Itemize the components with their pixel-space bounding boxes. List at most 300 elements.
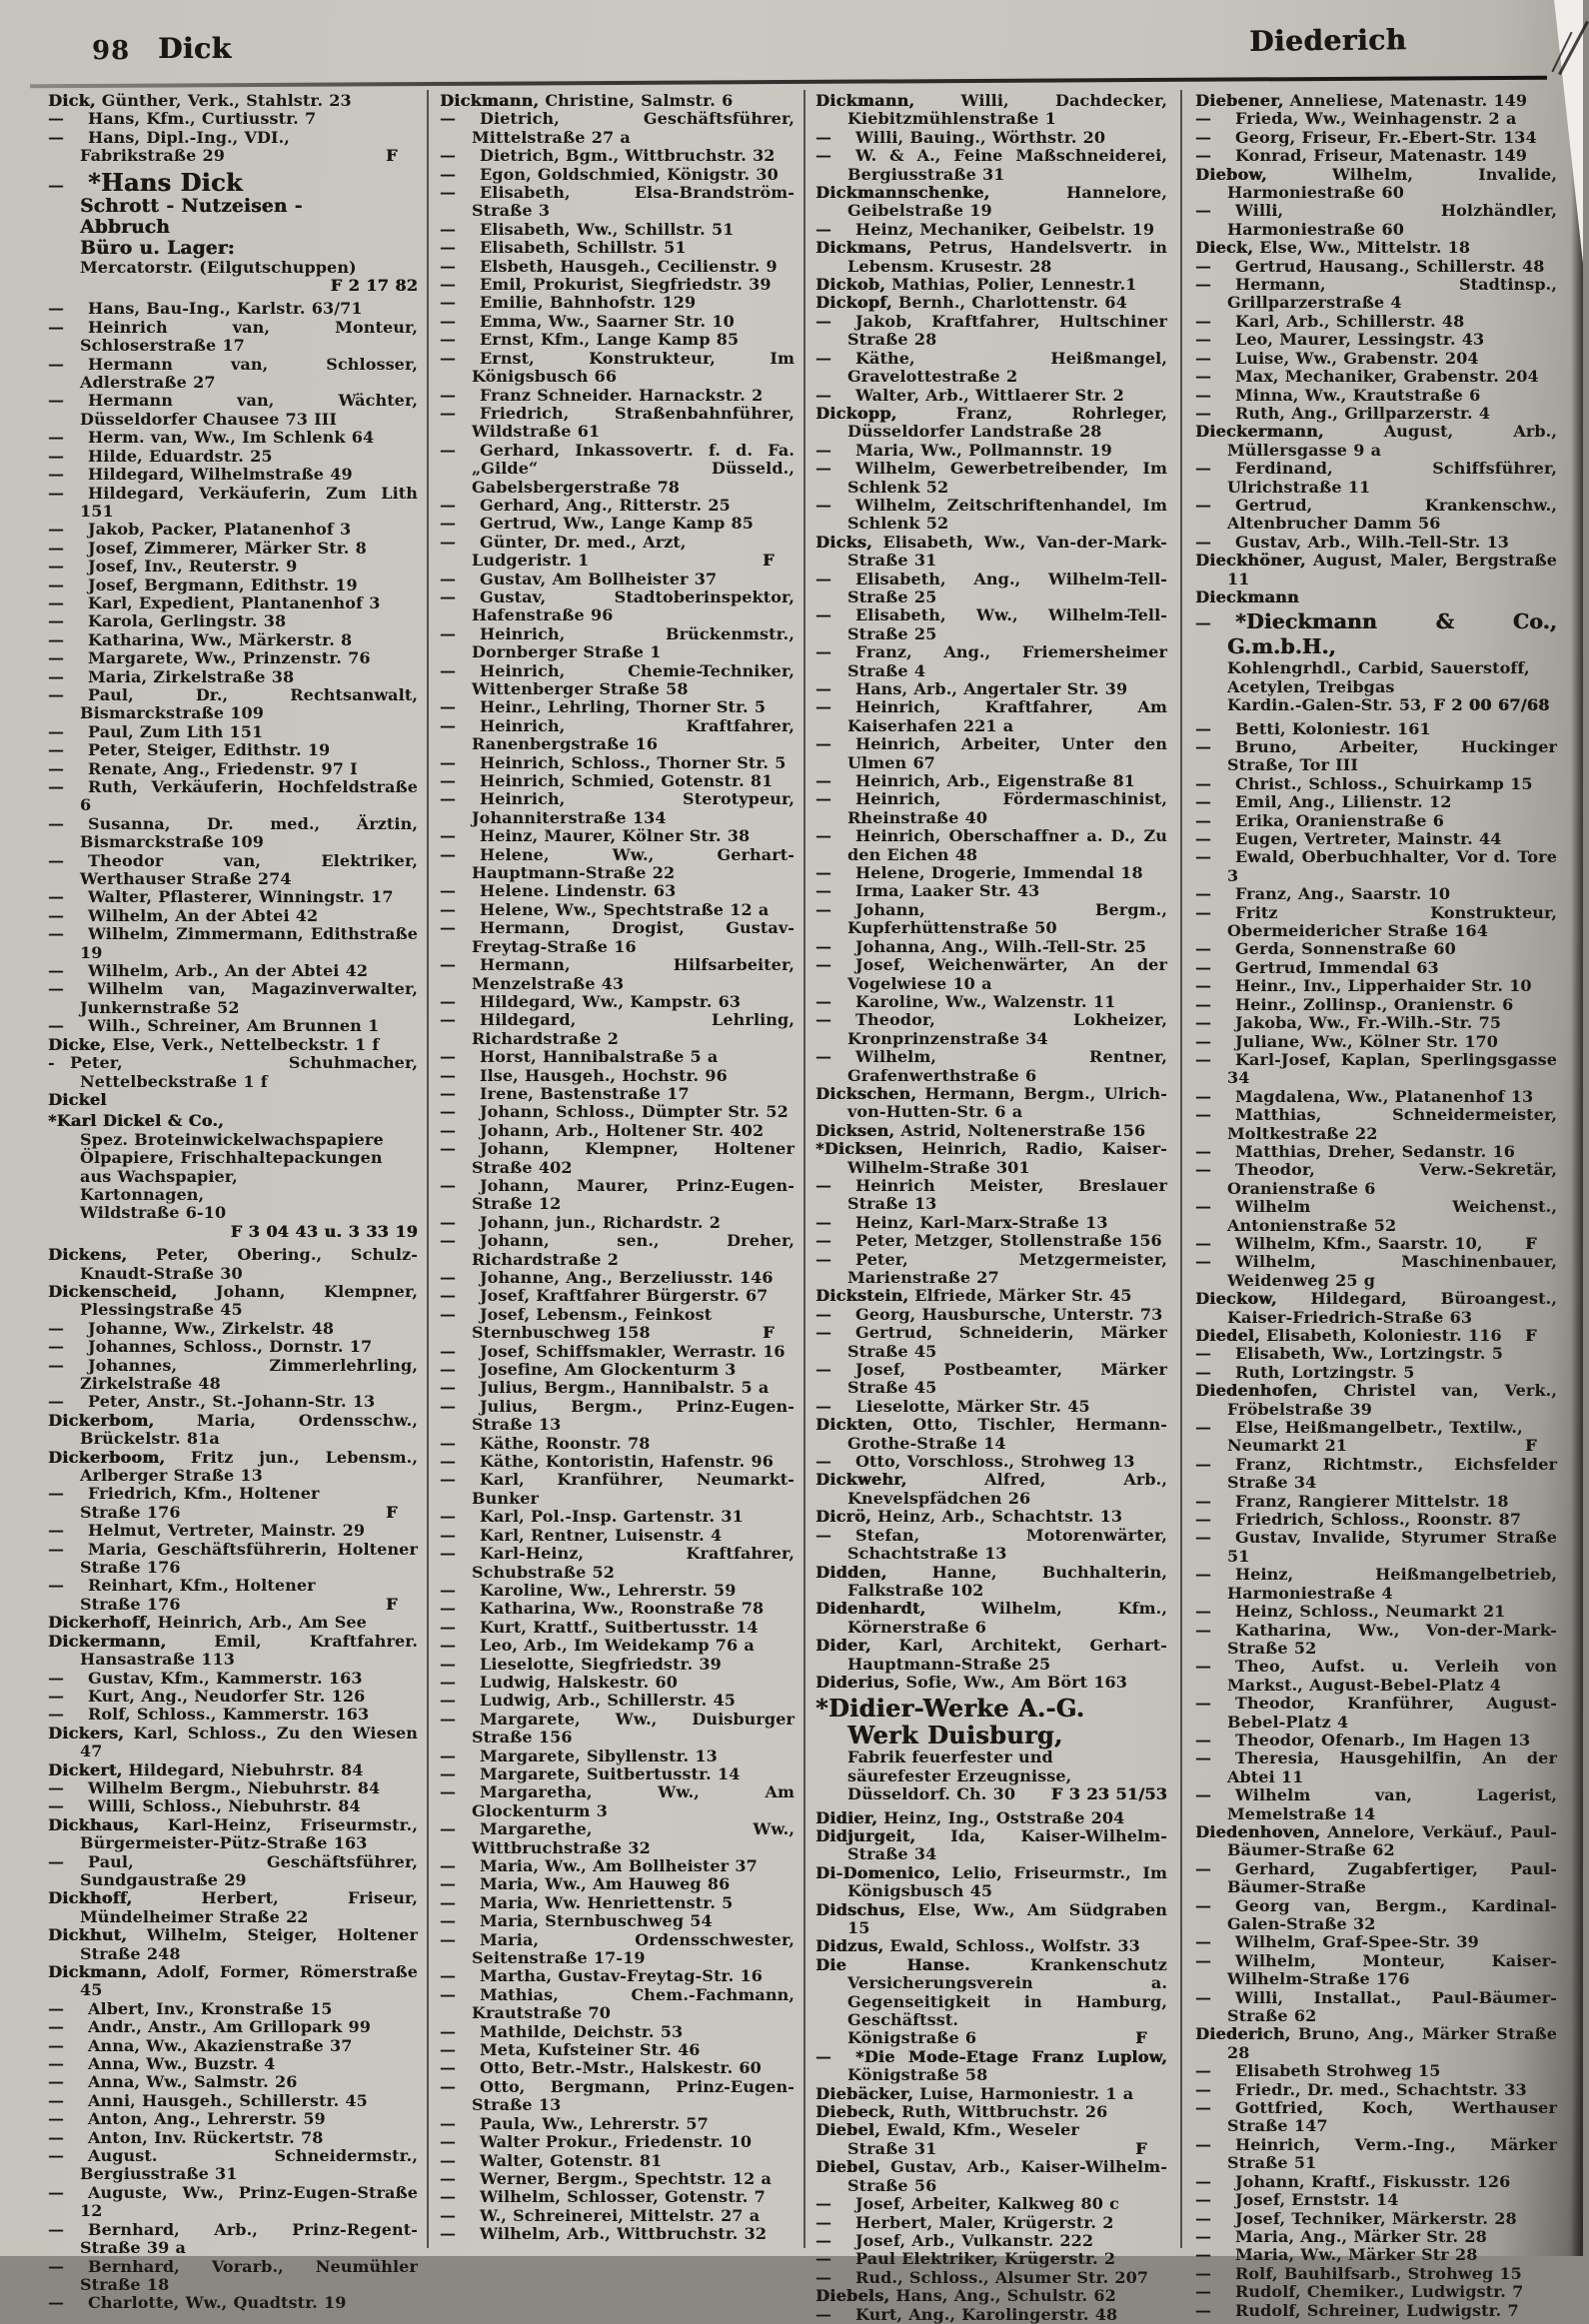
ditto-dash: — bbox=[815, 679, 832, 698]
ditto-dash: — bbox=[1195, 2208, 1212, 2228]
directory-entry: — Katharina, Ww., Märkerstr. 8 bbox=[48, 629, 353, 649]
directory-entry: Di-Domenico, Lelio, Friseurmstr., Im Königsbusch 45 bbox=[815, 1862, 1167, 1901]
ditto-dash: — bbox=[48, 575, 65, 594]
ditto-dash: — bbox=[1195, 1730, 1212, 1749]
directory-entry: — Gerda, Sonnenstraße 60 bbox=[1195, 939, 1456, 959]
ditto-dash: — bbox=[48, 813, 65, 833]
directory-entry: — Albert, Inv., Kronstraße 15 bbox=[48, 1998, 333, 2018]
ditto-dash: — bbox=[1195, 939, 1212, 959]
bold-text: Di-Domenico, bbox=[815, 1862, 940, 1882]
directory-entry: — Franz, Ang., Friemersheimer Straße 4 bbox=[815, 642, 1167, 680]
directory-entry: — Gerhard, Zugabfertiger, Paul-Bäumer-Straße bbox=[1195, 1858, 1557, 1897]
ditto-dash: — bbox=[440, 1892, 457, 1912]
directory-entry: — Wilhelm, Maschinenbauer, Weidenweg 25 g bbox=[1195, 1252, 1557, 1290]
directory-entry: — Ewald, Oberbuchhalter, Vor d. Tore 3 bbox=[1195, 847, 1557, 885]
ditto-dash: - bbox=[48, 1053, 55, 1073]
ditto-dash: — bbox=[48, 611, 65, 631]
directory-entry: F Diedel, Elisabeth, Koloniestr. 116 bbox=[1195, 1326, 1537, 1345]
directory-entry: — Rolf, Schloss., Kammerstr. 163 bbox=[48, 1705, 370, 1725]
ditto-dash: — bbox=[440, 1175, 457, 1195]
directory-entry: — Leo, Maurer, Lessingstr. 43 bbox=[1195, 330, 1485, 350]
ditto-dash: — bbox=[815, 1212, 832, 1232]
ditto-dash: — bbox=[48, 2256, 65, 2276]
bold-text: Dickopf, bbox=[815, 293, 892, 313]
ditto-dash: — bbox=[440, 1286, 457, 1306]
directory-entry: Didjurgeit, Ida, Kaiser-Wilhelm-Straße 34 bbox=[815, 1825, 1167, 1864]
ditto-dash: — bbox=[1195, 146, 1212, 166]
ditto-dash: — bbox=[440, 1911, 457, 1931]
ditto-dash: — bbox=[440, 1470, 457, 1490]
directory-entry: Dick, Günther, Verk., Stahlstr. 23 bbox=[48, 91, 352, 110]
directory-entry: — Wilhelm van, Lagerist, Memelstraße 14 bbox=[1195, 1785, 1557, 1823]
ditto-dash: — bbox=[440, 532, 457, 552]
directory-entry: — Rud., Schloss., Alsumer Str. 207 bbox=[815, 2267, 1149, 2287]
ditto-dash: — bbox=[815, 495, 832, 515]
directory-entry: — Johanne, Ww., Zirkelstr. 48 bbox=[48, 1318, 335, 1338]
directory-entry: — Helene, Ww., Spechtstraße 12 a bbox=[440, 899, 770, 919]
header-left-keyword: Dick bbox=[158, 32, 232, 65]
directory-entry: Dickerhoff, Heinrich, Arb., Am See bbox=[48, 1613, 367, 1633]
ditto-dash: — bbox=[815, 348, 832, 368]
directory-entry: — Johannes, Zimmerlehrling, Zirkelstraße 48 bbox=[48, 1355, 418, 1393]
directory-entry: — Theodor van, Elektriker, Werthauser Straße 274 bbox=[48, 850, 418, 889]
ditto-dash: — bbox=[48, 2109, 65, 2129]
directory-entry: — Wilhelm, Rentner, Grafenwerthstraße 6 bbox=[815, 1047, 1167, 1085]
ditto-dash: — bbox=[815, 219, 832, 239]
directory-entry: — Margaretha, Ww., Am Glockenturm 3 bbox=[440, 1782, 794, 1820]
ditto-dash: — bbox=[440, 348, 457, 368]
directory-entry: Die Hanse. Krankenschutz Versicherungsverein a. Gegenseitigkeit in Hamburg, Geschäftsst. F Königstraße 6 bbox=[815, 1954, 1167, 2048]
ditto-dash: — bbox=[815, 734, 832, 754]
bold-text: Dickmann, bbox=[815, 91, 915, 110]
directory-entry: — Hans, Dipl.-Ing., VDI., F Fabrikstraße 29 bbox=[48, 127, 398, 166]
ditto-dash: — bbox=[48, 557, 65, 577]
directory-entry: — Magdalena, Ww., Platanenhof 13 bbox=[1195, 1086, 1534, 1106]
ditto-dash: — bbox=[440, 311, 457, 331]
directory-entry: — Willi, Installat., Paul-Bäumer-Straße 62 bbox=[1195, 1987, 1557, 2026]
ditto-dash: — bbox=[440, 2205, 457, 2225]
bold-text: Die Hanse. bbox=[815, 1954, 970, 1974]
phone-indicator bbox=[1050, 1784, 1167, 1804]
directory-entry: — Maria, Ww., Am Bollheister 37 bbox=[440, 1856, 758, 1875]
bold-text: F bbox=[1135, 2028, 1147, 2048]
directory-entry: — Anton, Inv. Rückertstr. 78 bbox=[48, 2127, 324, 2147]
ditto-dash: — bbox=[1195, 311, 1212, 331]
directory-entry: — Bernhard, Vorarb., Neumühler Straße 18 bbox=[48, 2256, 418, 2294]
directory-entry: — Heinrich van, Monteur, Schloserstraße 17 bbox=[48, 317, 418, 356]
directory-entry: Dicks, Elisabeth, Ww., Van-der-Mark-Straße 31 bbox=[815, 532, 1167, 571]
directory-entry: — Maria, Ordensschwester, Seitenstraße 17-19 bbox=[440, 1929, 794, 1968]
column-separator bbox=[427, 90, 429, 2248]
directory-entry: — Franz, Richtmstr., Eichsfelder Straße 34 bbox=[1195, 1454, 1557, 1493]
ditto-dash: — bbox=[1195, 976, 1212, 996]
phone-number bbox=[80, 277, 418, 295]
ad-title: Werk Duisburg, bbox=[847, 1721, 1063, 1750]
directory-entry: — Hermann, Drogist, Gustav-Freytag-Straße 16 bbox=[440, 918, 794, 956]
ditto-dash: — bbox=[440, 183, 457, 203]
directory-entry: Dickob, Mathias, Polier, Lennestr.1 bbox=[815, 275, 1137, 295]
ditto-dash: — bbox=[440, 1378, 457, 1398]
directory-entry: — Horst, Hannibalstraße 5 a bbox=[440, 1047, 719, 1067]
directory-entry: — Käthe, Kontoristin, Hafenstr. 96 bbox=[440, 1452, 774, 1472]
ditto-dash: — bbox=[1195, 459, 1212, 479]
bold-text: Dieckermann, bbox=[1195, 422, 1324, 442]
ditto-dash: — bbox=[440, 2132, 457, 2152]
bold-text: F bbox=[763, 1323, 775, 1343]
directory-entry: — Karl, Kranführer, Neumarkt-Bunker bbox=[440, 1470, 794, 1508]
bold-text: Dicksen, bbox=[815, 1120, 895, 1140]
bold-text: F bbox=[1525, 1326, 1537, 1345]
directory-entry: — Josef, Postbeamter, Märker Straße 45 bbox=[815, 1360, 1167, 1398]
ditto-dash: — bbox=[48, 538, 65, 558]
directory-entry: — Maria, Zirkelstraße 38 bbox=[48, 666, 295, 686]
directory-entry: — Anton, Ang., Lehrerstr. 59 bbox=[48, 2109, 326, 2129]
ditto-dash: — bbox=[1195, 1491, 1212, 1511]
ditto-dash: — bbox=[48, 1355, 65, 1375]
ad-subtitle: Büro u. Lager: bbox=[80, 237, 235, 259]
ditto-dash: — bbox=[440, 1360, 457, 1380]
ditto-dash: — bbox=[48, 1337, 65, 1357]
directory-entry: — Katharina, Ww., Roonstraße 78 bbox=[440, 1599, 765, 1619]
directory-entry: — Maria, Ww., Pollmannstr. 19 bbox=[815, 440, 1112, 460]
directory-entry: — Franz, Ang., Saarstr. 10 bbox=[1195, 884, 1451, 904]
directory-entry: — Heinrich, Arb., Eigenstraße 81 bbox=[815, 771, 1135, 791]
bold-text: Didzus, bbox=[815, 1936, 884, 1956]
bold-text: Dicke, bbox=[48, 1034, 107, 1054]
directory-entry: — Frieda, Ww., Weinhagenstr. 2 a bbox=[1195, 109, 1517, 129]
ditto-dash: — bbox=[1195, 1785, 1212, 1805]
bold-text: Dieckow, bbox=[1195, 1289, 1277, 1309]
directory-entry: — Helene, Drogerie, Immendal 18 bbox=[815, 863, 1143, 883]
ditto-dash: — bbox=[440, 660, 457, 680]
ditto-dash: — bbox=[815, 2230, 832, 2250]
directory-entry: — Wilhelm, Arb., An der Abtei 42 bbox=[48, 961, 369, 981]
ditto-dash: — bbox=[815, 1304, 832, 1324]
directory-entry: — Theresia, Hausgehilfin, An der Abtei 11 bbox=[1195, 1748, 1557, 1786]
ditto-dash: — bbox=[815, 2212, 832, 2232]
directory-entry: — Dietrich, Geschäftsführer, Mittelstraße 27 a bbox=[440, 109, 794, 147]
directory-entry: — Josef, Techniker, Märkerstr. 28 bbox=[1195, 2208, 1517, 2228]
directory-entry: — Theodor, Verw.-Sekretär, Oranienstraße 6 bbox=[1195, 1160, 1557, 1198]
bold-text: Diedenhoven, bbox=[1195, 1821, 1321, 1841]
ditto-dash: — bbox=[440, 440, 457, 460]
ditto-dash: — bbox=[1195, 2098, 1212, 2118]
directory-entry: *Karl Dickel & Co., Spez. Broteinwickelwachspapiere Ölpapiere, Frischhaltepackungen aus Wachspapier, Kartonnagen, Wildstraße 6-10 F 3 04 43 u. 3 33 19 bbox=[48, 1111, 418, 1241]
directory-entry: — Friedrich, Straßenbahnführer, Wildstraße 61 bbox=[440, 403, 794, 442]
ditto-dash: — bbox=[1195, 1086, 1212, 1106]
directory-column-4 bbox=[1195, 91, 1557, 2320]
directory-entry: — Karl, Rentner, Luisenstr. 4 bbox=[440, 1525, 723, 1545]
ditto-dash: — bbox=[815, 569, 832, 588]
directory-entry: — Hermann, Stadtinsp., Grillparzerstraße 4 bbox=[1195, 275, 1557, 313]
ditto-dash: — bbox=[815, 2304, 832, 2324]
directory-entry: — Friedr., Dr. med., Schachtstr. 33 bbox=[1195, 2079, 1527, 2099]
ditto-dash: — bbox=[48, 446, 65, 466]
directory-entry: — Lieselotte, Märker Str. 45 bbox=[815, 1396, 1090, 1416]
directory-entry: — Irene, Bastenstraße 17 bbox=[440, 1083, 690, 1103]
directory-entry: Dider, Karl, Architekt, Gerhart-Hauptmann-Straße 25 bbox=[815, 1636, 1167, 1674]
bold-text: Dickschen, bbox=[815, 1083, 917, 1103]
directory-entry: — Gustav, Arb., Wilh.-Tell-Str. 13 bbox=[1195, 532, 1510, 552]
ad-title: *Didier-Werke A.-G. bbox=[815, 1694, 1085, 1724]
directory-entry: — Wilhelm, An der Abtei 42 bbox=[48, 905, 319, 925]
directory-entry: — Herm. van, Ww., Im Schlenk 64 bbox=[48, 428, 375, 448]
ditto-dash: — bbox=[1195, 1031, 1212, 1051]
directory-entry: — Lieselotte, Siegfriedstr. 39 bbox=[440, 1654, 722, 1674]
directory-entry: — Peter, Metzgermeister, Marienstraße 27 bbox=[815, 1249, 1167, 1287]
directory-entry: — Emil, Prokurist, Siegfriedstr. 39 bbox=[440, 275, 772, 295]
directory-entry: — Karl, Arb., Schillerstr. 48 bbox=[1195, 311, 1465, 331]
directory-entry: — Peter, Metzger, Stollenstraße 156 bbox=[815, 1231, 1162, 1251]
bold-text: F 3 23 51/53 bbox=[1050, 1784, 1167, 1804]
ditto-dash: — bbox=[440, 164, 457, 184]
directory-entry: — Renate, Ang., Friedenstr. 97 I bbox=[48, 758, 358, 778]
directory-entry: — Gertrud, Schneiderin, Märker Straße 45 bbox=[815, 1323, 1167, 1361]
ditto-dash: — bbox=[815, 899, 832, 919]
ditto-dash: — bbox=[1195, 1528, 1212, 1548]
ditto-dash: — bbox=[48, 924, 65, 944]
directory-entry: Didden, Hanne, Buchhalterin, Falkstraße 102 bbox=[815, 1562, 1167, 1600]
directory-entry: — Margarete, Sibyllenstr. 13 bbox=[440, 1745, 718, 1765]
column-separator bbox=[1180, 90, 1182, 2248]
ditto-dash: — bbox=[440, 1782, 457, 1802]
directory-entry: — Georg van, Bergm., Kardinal-Galen-Straße 32 bbox=[1195, 1895, 1557, 1933]
directory-entry: — Walter, Gotenstr. 81 bbox=[440, 2150, 663, 2170]
directory-entry: — Anna, Ww., Akazienstraße 37 bbox=[48, 2035, 353, 2055]
directory-entry: — Otto, Betr.-Mstr., Halskestr. 60 bbox=[440, 2058, 762, 2078]
ditto-dash: — bbox=[48, 127, 65, 147]
ditto-dash: — bbox=[48, 1392, 65, 1412]
bold-text: Dickob, bbox=[815, 275, 885, 295]
directory-entry: — Heinz, Karl-Marx-Straße 13 bbox=[815, 1212, 1108, 1232]
ditto-dash: — bbox=[1195, 1233, 1212, 1253]
directory-entry: — Heinz, Maurer, Kölner Str. 38 bbox=[440, 826, 751, 846]
directory-entry: Diebel, Gustav, Arb., Kaiser-Wilhelm-Straße 56 bbox=[815, 2157, 1167, 2195]
directory-entry: — Josef, Kraftfahrer Bürgerstr. 67 bbox=[440, 1286, 769, 1306]
ditto-dash: — bbox=[440, 1984, 457, 2004]
directory-entry: — Peter, Steiger, Edithstr. 19 bbox=[48, 740, 331, 760]
ditto-dash: — bbox=[48, 1576, 65, 1596]
ditto-dash: — bbox=[48, 2035, 65, 2055]
ditto-dash: — bbox=[1195, 884, 1212, 904]
ditto-dash: — bbox=[48, 2017, 65, 2037]
ditto-dash: — bbox=[440, 1304, 457, 1324]
bold-text: Dickerboom, bbox=[48, 1447, 166, 1467]
directory-entry: — Theodor, Ofenarb., Im Hagen 13 bbox=[1195, 1730, 1531, 1749]
ditto-dash: — bbox=[1195, 1620, 1212, 1640]
bold-text: F bbox=[763, 551, 775, 571]
directory-entry: — Paul, Geschäftsführer, Sundgaustraße 29 bbox=[48, 1851, 418, 1889]
header-right-keyword: Diederich bbox=[1248, 23, 1407, 58]
directory-entry: Dieckow, Hildegard, Büroangest., Kaiser-Friedrich-Straße 63 bbox=[1195, 1289, 1557, 1327]
directory-entry: — W., Schreinerei, Mittelstr. 27 a bbox=[440, 2205, 761, 2225]
bold-text: Dickhaus, bbox=[48, 1814, 140, 1834]
ditto-dash: — bbox=[48, 317, 65, 337]
directory-entry: — Helene. Lindenstr. 63 bbox=[440, 881, 677, 901]
directory-entry: — Josef, Weichenwärter, An der Vogelwiese 10 a bbox=[815, 955, 1167, 993]
bold-text: Didjurgeit, bbox=[815, 1825, 916, 1845]
bold-text: Dicks, bbox=[815, 532, 872, 552]
ditto-dash: — bbox=[440, 955, 457, 975]
directory-entry: — Margarete, Ww., Duisburger Straße 156 bbox=[440, 1709, 794, 1747]
ditto-dash: — bbox=[1195, 403, 1212, 423]
bold-text: Dickenscheid, bbox=[48, 1281, 178, 1301]
directory-entry: — Mathias, Chem.-Fachmann, Krautstraße 70 bbox=[440, 1984, 794, 2023]
directory-entry: — Hildegard, Verkäuferin, Zum Lith 151 bbox=[48, 483, 418, 521]
ditto-dash: — bbox=[48, 905, 65, 925]
ditto-dash: — bbox=[1195, 1344, 1212, 1364]
ditto-dash: — bbox=[440, 569, 457, 588]
directory-entry: — Heinrich, Verm.-Ing., Märker Straße 51 bbox=[1195, 2134, 1557, 2173]
directory-entry: — Auguste, Ww., Prinz-Eugen-Straße 12 bbox=[48, 2182, 418, 2221]
ditto-dash: — bbox=[815, 1360, 832, 1380]
directory-entry: — Ferdinand, Schiffsführer, Ulrichstraße 11 bbox=[1195, 459, 1557, 497]
directory-entry: — Egon, Goldschmied, Königstr. 30 bbox=[440, 164, 779, 184]
ditto-dash: — bbox=[440, 1856, 457, 1875]
directory-entry: — Heinrich, Fördermaschinist, Rheinstraße 40 bbox=[815, 789, 1167, 827]
directory-entry: — Gustav, Invalide, Styrumer Straße 51 bbox=[1195, 1528, 1557, 1566]
directory-entry: Dickmann, Adolf, Former, Römerstraße 45 bbox=[48, 1962, 418, 2000]
ditto-dash: — bbox=[1195, 1657, 1212, 1677]
directory-entry: — Heinr., Zollinsp., Oranienstr. 6 bbox=[1195, 994, 1514, 1014]
directory-entry: — Ludwig, Arb., Schillerstr. 45 bbox=[440, 1691, 736, 1711]
ditto-dash: — bbox=[815, 1231, 832, 1251]
ditto-dash: — bbox=[48, 666, 65, 686]
ditto-dash: — bbox=[1195, 1858, 1212, 1878]
ditto-dash: — bbox=[48, 2054, 65, 2074]
directory-entry: Dickmann, Willi, Dachdecker, Kiebitzmühlenstraße 1 bbox=[815, 91, 1167, 129]
ditto-dash: — bbox=[1195, 1602, 1212, 1622]
ditto-dash: — bbox=[440, 1745, 457, 1765]
directory-column-1 bbox=[48, 91, 418, 2313]
header-rule bbox=[30, 76, 1547, 88]
ditto-dash: — bbox=[815, 2267, 832, 2287]
directory-entry: Dickers, Karl, Schloss., Zu den Wiesen 47 bbox=[48, 1723, 418, 1761]
ditto-dash: — bbox=[1195, 613, 1212, 633]
bold-text: Dieckmann bbox=[1195, 586, 1299, 606]
ditto-dash: — bbox=[48, 520, 65, 540]
ditto-dash: — bbox=[1195, 1565, 1212, 1585]
directory-entry: — Paul, Dr., Rechtsanwalt, Bismarckstraße 109 bbox=[48, 684, 418, 723]
directory-entry: — Karola, Gerlingstr. 38 bbox=[48, 611, 287, 631]
directory-entry: — Heinrich, Schloss., Thorner Str. 5 bbox=[440, 752, 787, 772]
directory-entry: — Wilhelm, Gewerbetreibender, Im Schlenk 52 bbox=[815, 459, 1167, 497]
bold-text: F bbox=[1525, 1233, 1537, 1253]
directory-entry: — Karoline, Ww., Lehrerstr. 59 bbox=[440, 1580, 737, 1600]
directory-entry: Didschus, Else, Ww., Am Südgraben 15 bbox=[815, 1899, 1167, 1937]
directory-entry: Dicke, Else, Verk., Nettelbeckstr. 1 f bbox=[48, 1034, 380, 1054]
ad-title: *Dieckmann & Co., G.m.b.H., bbox=[1227, 609, 1557, 659]
directory-entry: Dickens, Peter, Obering., Schulz-Knaudt-Straße 30 bbox=[48, 1245, 418, 1283]
directory-entry bbox=[1195, 588, 1557, 606]
directory-column-3 bbox=[815, 91, 1167, 2324]
directory-entry: — Johann, Arb., Holtener Str. 402 bbox=[440, 1120, 765, 1140]
ditto-dash: — bbox=[440, 789, 457, 809]
directory-entry: — Helmut, Vertreter, Mainstr. 29 bbox=[48, 1521, 366, 1541]
directory-entry: — Matthias, Schneidermeister, Moltkestraße 22 bbox=[1195, 1105, 1557, 1143]
ditto-dash: — bbox=[440, 826, 457, 846]
directory-entry: — Margarethe, Ww., Wittbruchstraße 32 bbox=[440, 1819, 794, 1857]
directory-entry: — Josef, Ernststr. 14 bbox=[1195, 2190, 1399, 2210]
directory-entry: — Elsbeth, Hausgeh., Cecilienstr. 9 bbox=[440, 256, 778, 276]
ditto-dash: — bbox=[815, 1175, 832, 1195]
ditto-dash: — bbox=[815, 1323, 832, 1343]
ditto-dash: — bbox=[440, 1433, 457, 1453]
directory-entry: — Heinz, Schloss., Neumarkt 21 bbox=[1195, 1602, 1506, 1622]
directory-entry: — Gustav, Kfm., Kammerstr. 163 bbox=[48, 1668, 363, 1688]
directory-entry: Dieckhöner, August, Maler, Bergstraße 11 bbox=[1195, 551, 1557, 588]
ad-title: *Hans Dick bbox=[88, 167, 243, 197]
directory-entry: — Rolf, Bauhilfsarb., Strohweg 15 bbox=[1195, 2263, 1522, 2283]
directory-entry: Diderius, Sofie, Ww., Am Bört 163 bbox=[815, 1672, 1128, 1692]
directory-entry: — Johann, Schloss., Dümpter Str. 52 bbox=[440, 1102, 789, 1122]
ditto-dash: — bbox=[815, 881, 832, 901]
directory-entry: — Emilie, Bahnhofstr. 129 bbox=[440, 293, 697, 313]
ditto-dash: — bbox=[1195, 1748, 1212, 1768]
directory-entry: Dickenscheid, Johann, Klempner, Plessingstraße 45 bbox=[48, 1281, 418, 1320]
directory-entry: — Josef, Schiffsmakler, Werrastr. 16 bbox=[440, 1341, 786, 1361]
directory-entry: — Theo, Aufst. u. Verleih von Markst., August-Bebel-Platz 4 bbox=[1195, 1657, 1557, 1695]
directory-entry: Dieck, Else, Ww., Mittelstr. 18 bbox=[1195, 238, 1471, 258]
bold-text: Diebel, bbox=[815, 2157, 880, 2177]
directory-entry: — Elisabeth, Schillstr. 51 bbox=[440, 238, 687, 258]
bold-text: Dickel bbox=[48, 1089, 107, 1109]
ditto-dash: — bbox=[815, 1396, 832, 1416]
bold-text: Dieck, bbox=[1195, 238, 1254, 258]
ditto-dash: — bbox=[815, 697, 832, 717]
directory-column-2 bbox=[440, 92, 794, 2252]
ditto-dash: — bbox=[48, 592, 65, 612]
directory-entry: — Emma, Ww., Saarner Str. 10 bbox=[440, 311, 735, 331]
ditto-dash: — bbox=[1195, 1694, 1212, 1714]
ditto-dash: — bbox=[440, 697, 457, 717]
directory-entry: — Günter, Dr. med., Arzt, F Ludgeristr. 1 bbox=[440, 532, 775, 571]
directory-entry: — Minna, Ww., Krautstraße 6 bbox=[1195, 385, 1481, 405]
directory-entry: — Meta, Kufsteiner Str. 46 bbox=[440, 2040, 701, 2060]
ditto-dash: — bbox=[815, 1249, 832, 1269]
ditto-dash: — bbox=[1195, 2134, 1212, 2154]
directory-entry: — Heinrich, Brückenmstr., Dornberger Straße 1 bbox=[440, 623, 794, 662]
ditto-dash: — bbox=[440, 1874, 457, 1894]
directory-entry: — Josef, Bergmann, Edithstr. 19 bbox=[48, 575, 358, 594]
directory-entry: — Irma, Laaker Str. 43 bbox=[815, 881, 1040, 901]
directory-entry: — Ernst, Kfm., Lange Kamp 85 bbox=[440, 330, 740, 350]
bold-text: Diederich, bbox=[1195, 2024, 1291, 2044]
ditto-dash: — bbox=[815, 146, 832, 166]
ditto-dash: — bbox=[1195, 2245, 1212, 2265]
bold-text: Didenhardt, bbox=[815, 1599, 926, 1619]
ditto-dash: — bbox=[440, 1268, 457, 1287]
directory-entry: — Betti, Koloniestr. 161 bbox=[1195, 718, 1431, 738]
ditto-dash: — bbox=[48, 109, 65, 129]
ditto-dash: — bbox=[1195, 2061, 1212, 2081]
directory-entry: — Reinhart, Kfm., Holtener F Straße 176 bbox=[48, 1576, 398, 1614]
ditto-dash: — bbox=[440, 881, 457, 901]
bold-text: Dider, bbox=[815, 1636, 871, 1656]
directory-entry: — Heinrich, Schmied, Gotenstr. 81 bbox=[440, 771, 774, 791]
ditto-dash: — bbox=[1195, 1105, 1212, 1125]
bold-text: Diedel, bbox=[1195, 1326, 1260, 1345]
directory-entry: — Erika, Oranienstraße 6 bbox=[1195, 810, 1444, 830]
ditto-dash: — bbox=[815, 385, 832, 405]
ditto-dash: — bbox=[440, 771, 457, 791]
directory-entry: Dickmannschenke, Hannelore, Geibelstraße 19 bbox=[815, 183, 1167, 221]
directory-entry: — Wilhelm Bergm., Niebuhrstr. 84 bbox=[48, 1777, 381, 1797]
ditto-dash: — bbox=[48, 1318, 65, 1338]
ditto-dash: — bbox=[1195, 2263, 1212, 2283]
directory-entry: — Jakob, Packer, Platanenhof 3 bbox=[48, 520, 352, 540]
ditto-dash: — bbox=[1195, 1987, 1212, 2007]
